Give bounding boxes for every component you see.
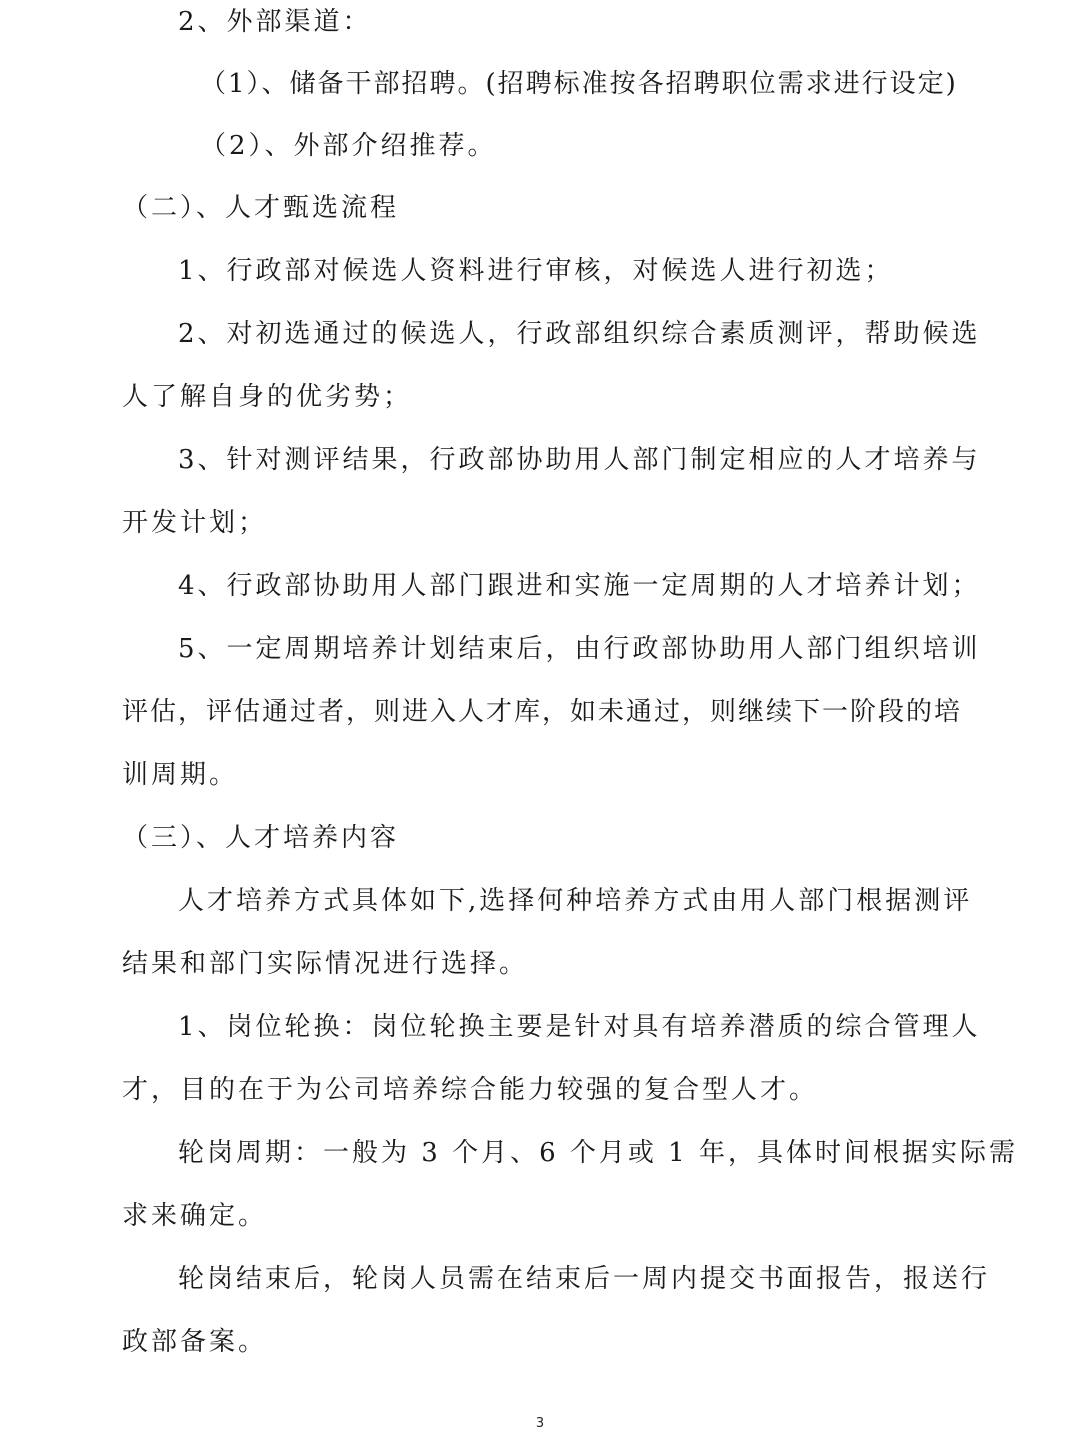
text-line: （2）、外部介绍推荐。 — [200, 131, 497, 161]
text-line: 训周期。 — [122, 760, 239, 790]
page-number: 3 — [535, 1416, 545, 1431]
text-line: 3、针对测评结果，行政部协助用人部门制定相应的人才培养与 — [178, 445, 981, 475]
section-heading: （三）、人才培养内容 — [122, 823, 400, 853]
section-heading: （二）、人才甄选流程 — [122, 193, 400, 223]
text-line: 结果和部门实际情况进行选择。 — [122, 949, 529, 979]
text-line: 5、一定周期培养计划结束后，由行政部协助用人部门组织培训 — [178, 634, 981, 664]
text-line: 1、岗位轮换：岗位轮换主要是针对具有培养潜质的综合管理人 — [178, 1012, 981, 1042]
text-line: 2、对初选通过的候选人，行政部组织综合素质测评，帮助候选 — [178, 319, 981, 349]
text-line: 4、行政部协助用人部门跟进和实施一定周期的人才培养计划； — [178, 571, 981, 601]
text-line: （1）、储备干部招聘。(招聘标准按各招聘职位需求进行设定) — [200, 69, 958, 99]
text-line: 评估，评估通过者，则进入人才库，如未通过，则继续下一阶段的培 — [122, 697, 963, 727]
text-line: 人了解自身的优劣势； — [122, 382, 413, 412]
text-line: 轮岗结束后，轮岗人员需在结束后一周内提交书面报告，报送行 — [178, 1264, 991, 1294]
text-line: 2、外部渠道： — [178, 7, 372, 37]
text-line: 人才培养方式具体如下,选择何种培养方式由用人部门根据测评 — [178, 886, 973, 916]
text-line: 轮岗周期：一般为 3 个月、6 个月或 1 年，具体时间根据实际需 — [178, 1138, 1018, 1168]
text-line: 求来确定。 — [122, 1201, 268, 1231]
text-line: 政部备案。 — [122, 1327, 268, 1357]
text-line: 才，目的在于为公司培养综合能力较强的复合型人才。 — [122, 1075, 819, 1105]
text-line: 开发计划； — [122, 508, 268, 538]
text-line: 1、行政部对候选人资料进行审核，对候选人进行初选； — [178, 256, 894, 286]
